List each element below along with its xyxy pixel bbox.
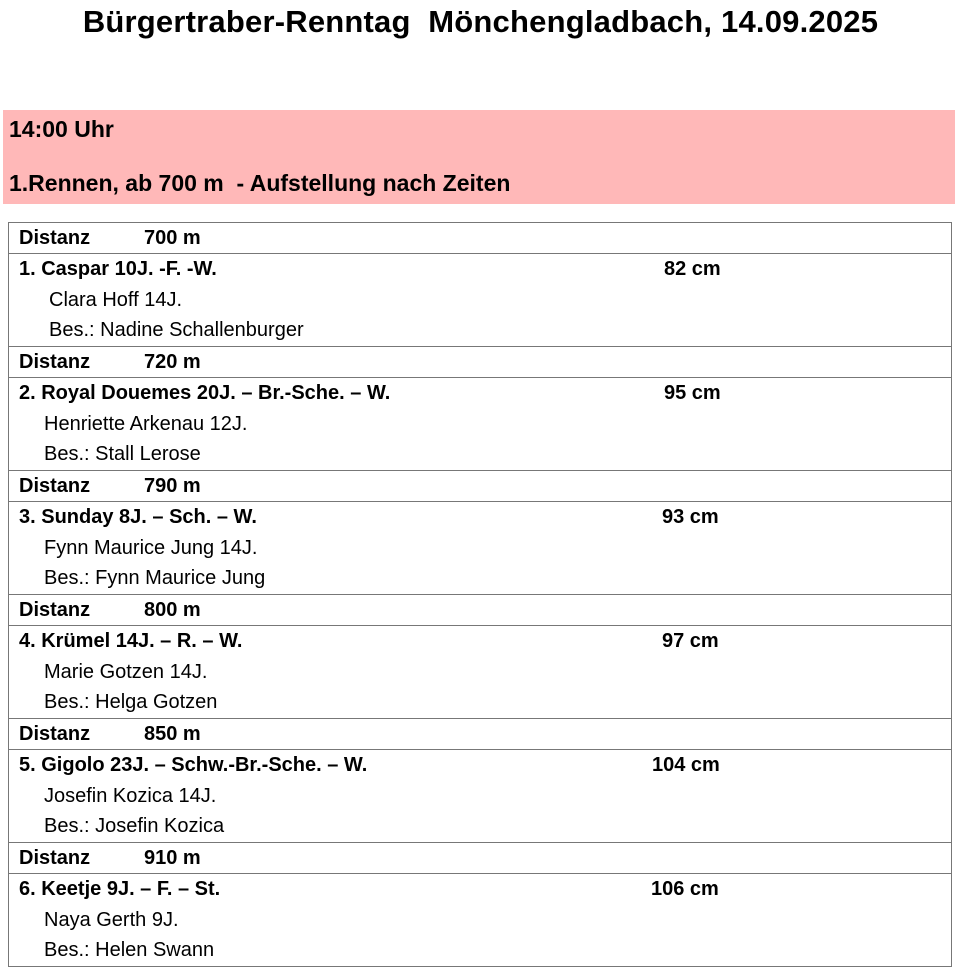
distance-value: 700 m — [144, 227, 201, 249]
distance-value: 910 m — [144, 847, 201, 869]
distance-row — [9, 843, 952, 874]
horse-height: 106 cm — [651, 878, 719, 900]
owner-name: Bes.: Stall Lerose — [44, 443, 201, 465]
horse-height: 104 cm — [652, 754, 720, 776]
distance-label: Distanz — [19, 475, 91, 497]
distance-row — [9, 471, 952, 502]
distance-label: Distanz — [19, 599, 91, 621]
distance-value: 790 m — [144, 475, 201, 497]
owner-name: Bes.: Josefin Kozica — [44, 815, 225, 837]
owner-name: Bes.: Helga Gotzen — [44, 691, 218, 713]
distance-label: Distanz — [19, 723, 91, 745]
race-name: 1.Rennen, ab 700 m - Aufstellung nach Zeiten — [9, 170, 511, 196]
rider-name: Clara Hoff 14J. — [49, 288, 183, 311]
owner-name: Bes.: Nadine Schallenburger — [49, 319, 304, 341]
entry-row — [9, 626, 952, 719]
distance-row — [9, 719, 952, 750]
entry-row — [9, 874, 952, 967]
owner-name: Bes.: Helen Swann — [44, 939, 215, 961]
distance-row — [9, 347, 952, 378]
distance-label: Distanz — [19, 847, 91, 869]
race-banner — [3, 110, 955, 204]
horse-height: 97 cm — [662, 630, 719, 652]
horse-name: 2. Royal Douemes 20J. – Br.-Sche. – W. — [19, 382, 391, 404]
horse-height: 93 cm — [662, 506, 719, 528]
entry-row — [9, 502, 952, 595]
horse-name: 6. Keetje 9J. – F. – St. — [19, 878, 221, 900]
rider-name: Josefin Kozica 14J. — [44, 784, 217, 807]
distance-label: Distanz — [19, 351, 91, 373]
race-time: 14:00 Uhr — [9, 116, 114, 142]
horse-name: 1. Caspar 10J. -F. -W. — [19, 258, 217, 280]
entry-row — [9, 750, 952, 843]
rider-name: Naya Gerth 9J. — [44, 908, 179, 931]
distance-value: 720 m — [144, 351, 201, 373]
owner-name: Bes.: Fynn Maurice Jung — [44, 567, 266, 589]
entry-row — [9, 254, 952, 347]
distance-row — [9, 223, 952, 254]
entries-table — [8, 222, 952, 967]
horse-height: 82 cm — [664, 258, 721, 280]
distance-value: 850 m — [144, 723, 201, 745]
horse-name: 5. Gigolo 23J. – Schw.-Br.-Sche. – W. — [19, 754, 368, 776]
rider-name: Marie Gotzen 14J. — [44, 660, 208, 683]
entry-row — [9, 378, 952, 471]
rider-name: Fynn Maurice Jung 14J. — [44, 536, 258, 559]
distance-row — [9, 595, 952, 626]
horse-name: 4. Krümel 14J. – R. – W. — [19, 630, 243, 652]
distance-label: Distanz — [19, 227, 91, 249]
page-title: Bürgertraber-Renntag Mönchengladbach, 14.09.2025 — [82, 4, 879, 39]
horse-height: 95 cm — [664, 382, 721, 404]
horse-name: 3. Sunday 8J. – Sch. – W. — [19, 506, 257, 528]
rider-name: Henriette Arkenau 12J. — [44, 412, 248, 435]
distance-value: 800 m — [144, 599, 201, 621]
